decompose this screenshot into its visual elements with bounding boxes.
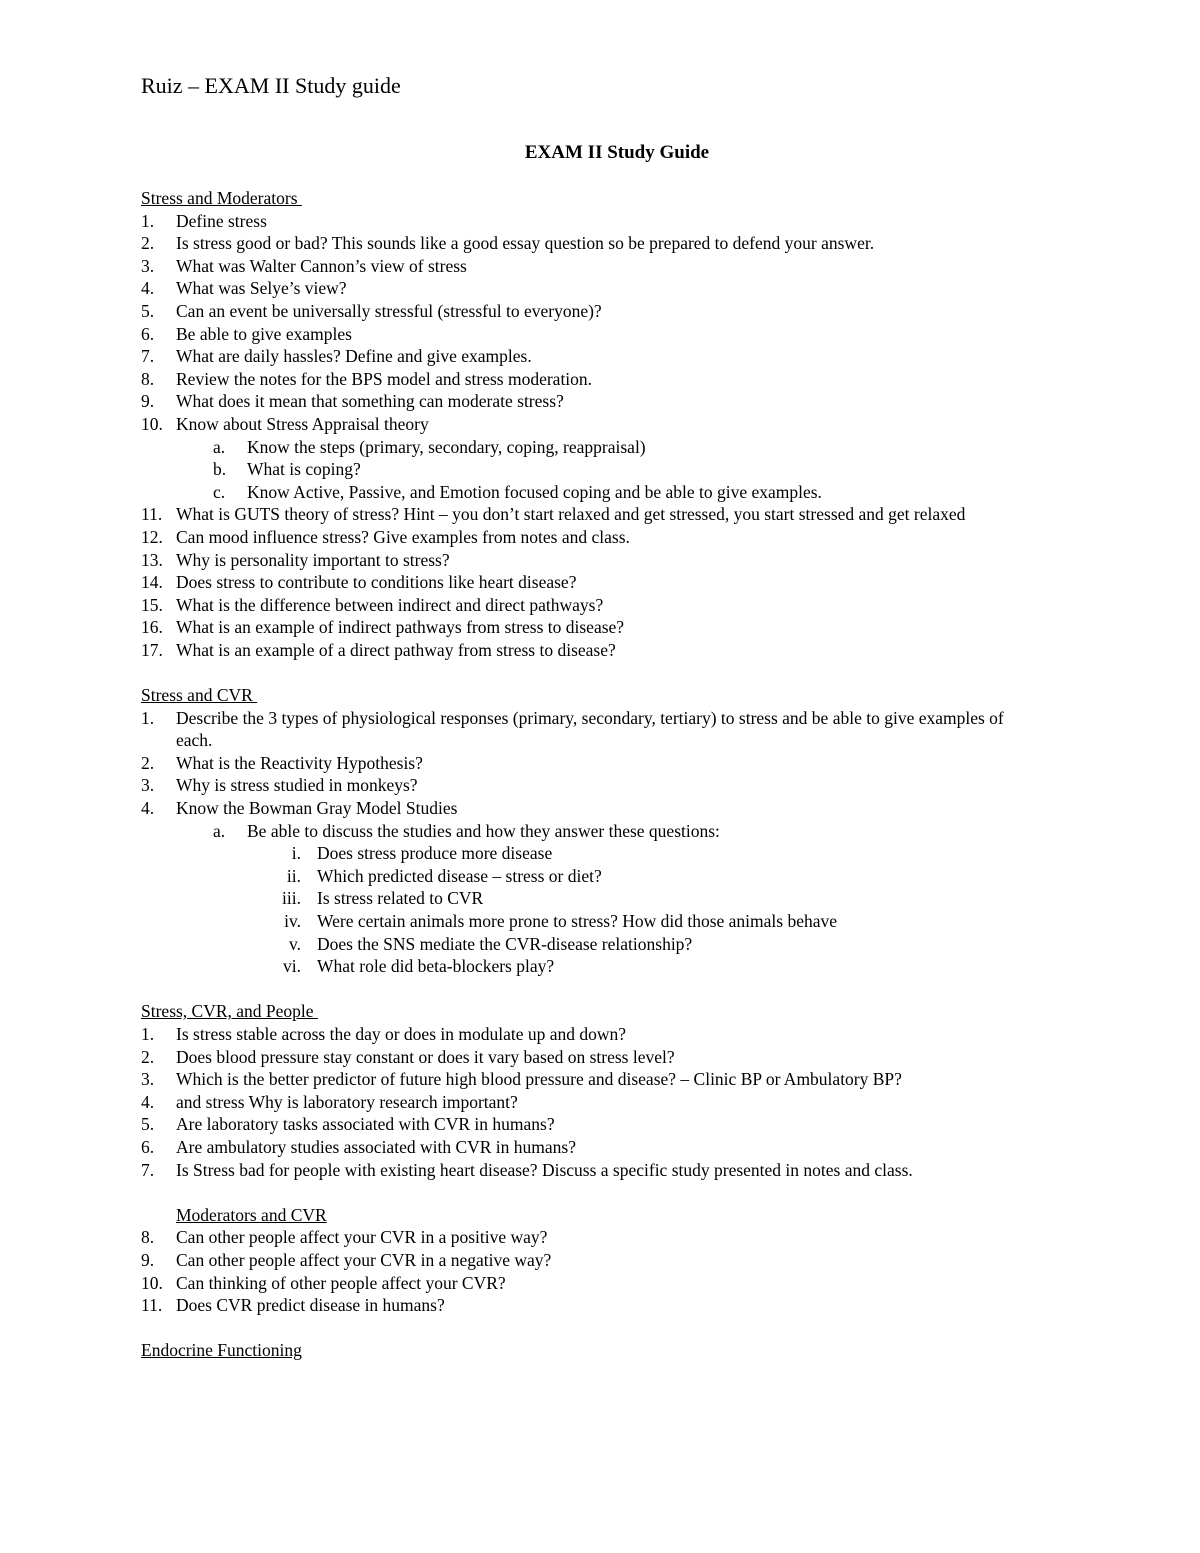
item-roman: ii. bbox=[286, 865, 301, 886]
item-letter: b. bbox=[213, 459, 227, 480]
item-number: 6. bbox=[141, 1136, 155, 1157]
list-item bbox=[141, 752, 1041, 775]
item-number: 13. bbox=[141, 549, 163, 570]
item-text: Define stress bbox=[176, 210, 267, 231]
item-text: Know the steps (primary, secondary, coping, reappraisal) bbox=[247, 436, 646, 457]
list-item bbox=[141, 323, 1041, 346]
item-number: 7. bbox=[141, 1159, 155, 1180]
item-text: What are daily hassles? Define and give examples. bbox=[176, 346, 532, 367]
item-text: Does CVR predict disease in humans? bbox=[176, 1295, 445, 1316]
spacer bbox=[141, 1181, 1041, 1204]
item-text: Can thinking of other people affect your CVR? bbox=[176, 1272, 506, 1293]
item-text: Are ambulatory studies associated with CVR in humans? bbox=[176, 1136, 576, 1157]
item-text: and stress Why is laboratory research important? bbox=[176, 1091, 518, 1112]
sub-list-item bbox=[141, 458, 1041, 481]
item-roman: vi. bbox=[283, 956, 301, 977]
item-text: What is the Reactivity Hypothesis? bbox=[176, 752, 423, 773]
item-number: 7. bbox=[141, 346, 155, 367]
section-heading: Stress and CVR bbox=[141, 685, 258, 706]
item-number: 4. bbox=[141, 798, 155, 819]
item-text: Can mood influence stress? Give examples from notes and class. bbox=[176, 526, 630, 547]
section-heading: Endocrine Functioning bbox=[141, 1340, 302, 1361]
list-item bbox=[141, 1272, 1041, 1295]
sub-sub-list-item bbox=[141, 933, 1041, 956]
item-text: Are laboratory tasks associated with CVR in humans? bbox=[176, 1114, 555, 1135]
item-text: Can other people affect your CVR in a negative way? bbox=[176, 1249, 552, 1270]
item-number: 11. bbox=[141, 1295, 163, 1316]
item-number: 3. bbox=[141, 1069, 155, 1090]
item-text: What is an example of indirect pathways from stress to disease? bbox=[176, 617, 625, 638]
list-item bbox=[141, 390, 1041, 413]
item-text: Why is personality important to stress? bbox=[176, 549, 450, 570]
item-text: Know the Bowman Gray Model Studies bbox=[176, 798, 458, 819]
item-roman: iv. bbox=[284, 911, 301, 931]
item-number: 4. bbox=[141, 278, 155, 299]
item-number: 8. bbox=[141, 368, 155, 389]
item-number: 2. bbox=[141, 233, 155, 254]
spacer bbox=[141, 978, 1041, 1001]
item-text: What is an example of a direct pathway from stress to disease? bbox=[176, 639, 616, 660]
item-text: Is Stress bad for people with existing heart disease? Discuss a specific study presented in notes and class. bbox=[176, 1159, 913, 1180]
list-item bbox=[141, 797, 1041, 820]
item-roman: v. bbox=[289, 933, 301, 954]
page-header: Ruiz – EXAM II Study guide bbox=[141, 73, 401, 98]
item-text: Which predicted disease – stress or diet? bbox=[317, 865, 602, 886]
item-text: Can an event be universally stressful (stressful to everyone)? bbox=[176, 300, 602, 321]
list-item bbox=[141, 526, 1041, 549]
item-number: 16. bbox=[141, 617, 163, 638]
item-number: 12. bbox=[141, 526, 163, 547]
spacer bbox=[141, 1317, 1041, 1340]
item-number: 1. bbox=[141, 210, 155, 231]
list-item bbox=[141, 1113, 1041, 1136]
study-guide-body bbox=[141, 187, 1041, 1362]
document-title: EXAM II Study Guide bbox=[524, 142, 710, 163]
item-number: 17. bbox=[141, 639, 163, 660]
list-item bbox=[141, 1159, 1041, 1182]
spacer bbox=[141, 661, 1041, 684]
item-text: Does the SNS mediate the CVR-disease relationship? bbox=[317, 933, 693, 954]
list-item bbox=[141, 413, 1041, 436]
sub-sub-list-item bbox=[141, 910, 1041, 933]
item-number: 8. bbox=[141, 1227, 155, 1248]
sub-sub-list-item bbox=[141, 887, 1041, 910]
item-roman: iii. bbox=[282, 888, 301, 909]
item-number: 4. bbox=[141, 1091, 155, 1112]
list-item bbox=[141, 616, 1041, 639]
item-number: 11. bbox=[141, 504, 163, 525]
list-item bbox=[141, 300, 1041, 323]
sub-list-item bbox=[141, 820, 1041, 843]
list-item bbox=[141, 774, 1041, 797]
list-item bbox=[141, 210, 1041, 233]
item-number: 9. bbox=[141, 1249, 155, 1270]
item-number: 5. bbox=[141, 1114, 155, 1135]
list-item bbox=[141, 1136, 1041, 1159]
section-heading: Stress, CVR, and People bbox=[141, 1001, 318, 1022]
item-number: 14. bbox=[141, 572, 163, 593]
list-item bbox=[141, 1046, 1041, 1069]
subsection-heading: Moderators and CVR bbox=[176, 1204, 327, 1225]
list-item bbox=[141, 1023, 1041, 1046]
sub-sub-list-item bbox=[141, 865, 1041, 888]
item-text: Does stress to contribute to conditions like heart disease? bbox=[176, 572, 577, 593]
item-number: 10. bbox=[141, 1272, 163, 1293]
sub-list-item bbox=[141, 481, 1041, 504]
list-item bbox=[141, 571, 1041, 594]
item-number: 10. bbox=[141, 413, 163, 434]
item-letter: a. bbox=[213, 820, 226, 841]
list-item bbox=[141, 1249, 1041, 1272]
item-text: Is stress good or bad? This sounds like a good essay question so be prepared to defend your answer. bbox=[176, 233, 875, 254]
item-number: 1. bbox=[141, 1023, 155, 1044]
list-item bbox=[141, 345, 1041, 368]
item-number: 3. bbox=[141, 775, 155, 796]
item-text: Is stress stable across the day or does in modulate up and down? bbox=[176, 1023, 627, 1044]
item-text: What is coping? bbox=[247, 459, 361, 480]
section-heading: Stress and Moderators bbox=[141, 188, 302, 208]
list-item bbox=[141, 368, 1041, 391]
item-text: Were certain animals more prone to stress? How did those animals behave bbox=[317, 911, 838, 931]
item-number: 15. bbox=[141, 594, 163, 615]
item-text: Does blood pressure stay constant or does it vary based on stress level? bbox=[176, 1046, 675, 1067]
sub-sub-list-item bbox=[141, 842, 1041, 865]
item-text: What was Walter Cannon’s view of stress bbox=[176, 255, 467, 276]
item-text: Does stress produce more disease bbox=[317, 843, 553, 864]
item-text: Know about Stress Appraisal theory bbox=[176, 413, 429, 434]
item-text: Know Active, Passive, and Emotion focused coping and be able to give examples. bbox=[247, 481, 822, 502]
item-text: Be able to give examples bbox=[176, 323, 352, 344]
list-item bbox=[141, 549, 1041, 572]
list-item bbox=[141, 639, 1041, 662]
item-number: 1. bbox=[141, 707, 155, 728]
item-letter: c. bbox=[213, 481, 226, 502]
item-number: 3. bbox=[141, 255, 155, 276]
item-text: Is stress related to CVR bbox=[317, 888, 484, 909]
list-item bbox=[141, 1091, 1041, 1114]
item-text: Be able to discuss the studies and how they answer these questions: bbox=[247, 820, 720, 841]
item-number: 6. bbox=[141, 323, 155, 344]
item-number: 5. bbox=[141, 300, 155, 321]
sub-sub-list-item bbox=[141, 955, 1041, 978]
item-text: What is GUTS theory of stress? Hint – you don’t start relaxed and get stressed, you start stressed and get relaxed bbox=[176, 504, 966, 525]
item-number: 9. bbox=[141, 391, 155, 412]
item-number: 2. bbox=[141, 1046, 155, 1067]
item-number: 2. bbox=[141, 752, 155, 773]
list-item bbox=[141, 1226, 1041, 1249]
list-item bbox=[141, 594, 1041, 617]
item-text: Describe the 3 types of physiological responses (primary, secondary, tertiary) to stress and be able to give examples of each. bbox=[176, 707, 1004, 751]
item-text: What is the difference between indirect and direct pathways? bbox=[176, 594, 604, 615]
item-letter: a. bbox=[213, 436, 226, 457]
item-text: Review the notes for the BPS model and stress moderation. bbox=[176, 368, 593, 389]
list-item bbox=[141, 255, 1041, 278]
list-item bbox=[141, 232, 1041, 255]
list-item bbox=[141, 1068, 1041, 1091]
sub-list-item bbox=[141, 436, 1041, 459]
item-text: Which is the better predictor of future high blood pressure and disease? – Clinic BP or Ambulatory BP? bbox=[176, 1069, 902, 1090]
list-item bbox=[141, 277, 1041, 300]
item-text: Why is stress studied in monkeys? bbox=[176, 775, 418, 796]
item-roman: i. bbox=[291, 843, 301, 864]
list-item bbox=[141, 1294, 1041, 1317]
list-item bbox=[141, 503, 1041, 526]
item-text: Can other people affect your CVR in a positive way? bbox=[176, 1227, 548, 1248]
list-item bbox=[141, 707, 1041, 752]
item-text: What was Selye’s view? bbox=[176, 278, 347, 299]
item-text: What role did beta-blockers play? bbox=[317, 956, 555, 977]
item-text: What does it mean that something can moderate stress? bbox=[176, 391, 564, 412]
